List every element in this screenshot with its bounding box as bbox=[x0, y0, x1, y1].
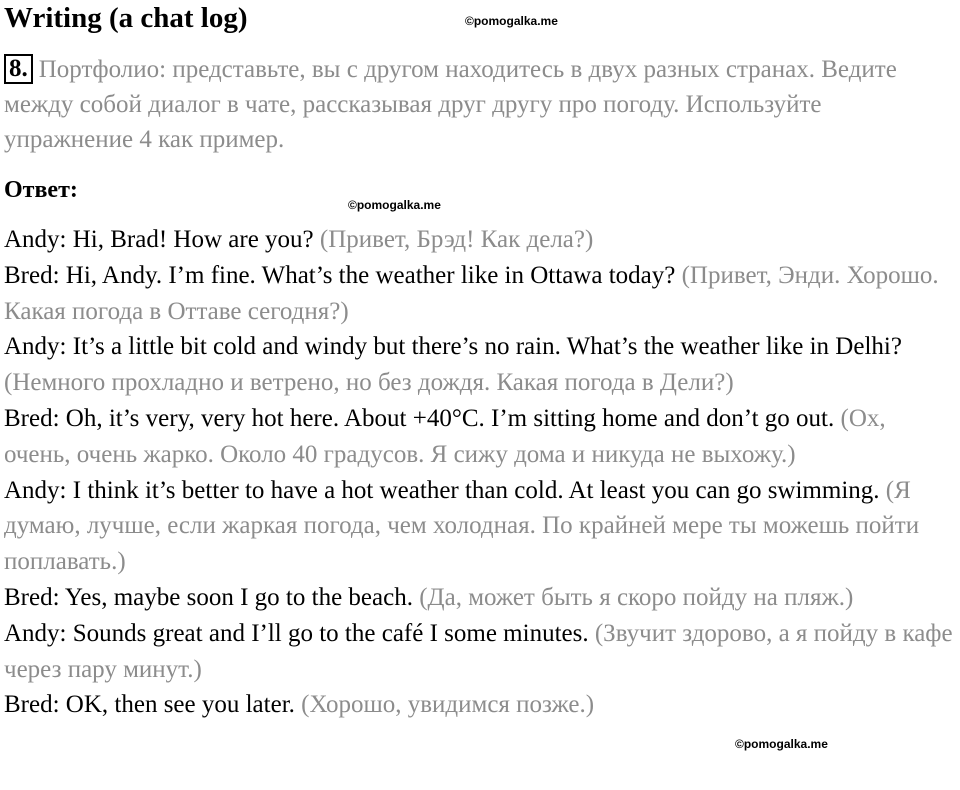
watermark: ©pomogalka.me bbox=[465, 14, 558, 28]
dialog-translation: (Да, может быть я скоро пойду на пляж.) bbox=[419, 583, 854, 611]
dialog-english: Andy: Hi, Brad! How are you? bbox=[4, 226, 314, 253]
page-title: Writing (a chat log) bbox=[4, 2, 248, 34]
dialog-line bbox=[4, 222, 958, 258]
watermark: ©pomogalka.me bbox=[348, 198, 441, 212]
dialog-translation: (Звучит здорово, а я пойду в кафе через пару минут.) bbox=[4, 619, 953, 683]
dialog-line bbox=[4, 580, 958, 616]
dialog-english: Andy: Sounds great and I’ll go to the café I some minutes. bbox=[4, 619, 589, 647]
dialog-translation: (Я думаю, лучше, если жаркая погода, чем холодная. По крайней мере ты можешь пойти поплавать.) bbox=[4, 476, 920, 576]
dialog-line bbox=[4, 687, 958, 723]
dialog-line bbox=[4, 329, 958, 401]
dialog-line bbox=[4, 473, 958, 580]
dialog-line bbox=[4, 616, 958, 688]
dialog-english: Bred: OK, then see you later. bbox=[4, 691, 295, 719]
dialog-english: Bred: Oh, it’s very, very hot here. About +40°C. I’m sitting home and don’t go out. bbox=[4, 404, 835, 432]
answer-label: Ответ: bbox=[4, 177, 78, 203]
dialog-line bbox=[4, 401, 958, 473]
dialog-english: Andy: It’s a little bit cold and windy but there’s no rain. What’s the weather like in Delhi? bbox=[4, 333, 902, 361]
dialog-translation: (Привет, Брэд! Как дела?) bbox=[319, 226, 594, 253]
dialog-translation: (Немного прохладно и ветрено, но без дождя. Какая погода в Дели?) bbox=[4, 369, 734, 397]
dialog-english: Bred: Yes, maybe soon I go to the beach. bbox=[4, 583, 413, 611]
dialog-translation: (Хорошо, увидимся позже.) bbox=[301, 691, 595, 719]
task-block bbox=[4, 52, 956, 157]
dialog-line bbox=[4, 258, 958, 330]
dialog-translation: (Ох, очень, очень жарко. Около 40 градусов. Я сижу дома и никуда не выхожу.) bbox=[4, 404, 886, 468]
chat-dialog bbox=[4, 222, 958, 723]
dialog-english: Andy: I think it’s better to have a hot weather than cold. At least you can go swimming. bbox=[4, 476, 880, 504]
watermark: ©pomogalka.me bbox=[735, 737, 828, 751]
task-number-badge: 8. bbox=[4, 54, 33, 84]
task-text: Портфолио: представьте, вы с другом находитесь в двух разных странах. Ведите между собой диалог в чате, рассказывая друг другу про погоду. Используйте упражнение 4 как пример. bbox=[4, 56, 897, 153]
dialog-translation: (Привет, Энди. Хорошо. Какая погода в Оттаве сегодня?) bbox=[4, 261, 939, 325]
dialog-english: Bred: Hi, Andy. I’m fine. What’s the weather like in Ottawa today? bbox=[4, 261, 676, 289]
